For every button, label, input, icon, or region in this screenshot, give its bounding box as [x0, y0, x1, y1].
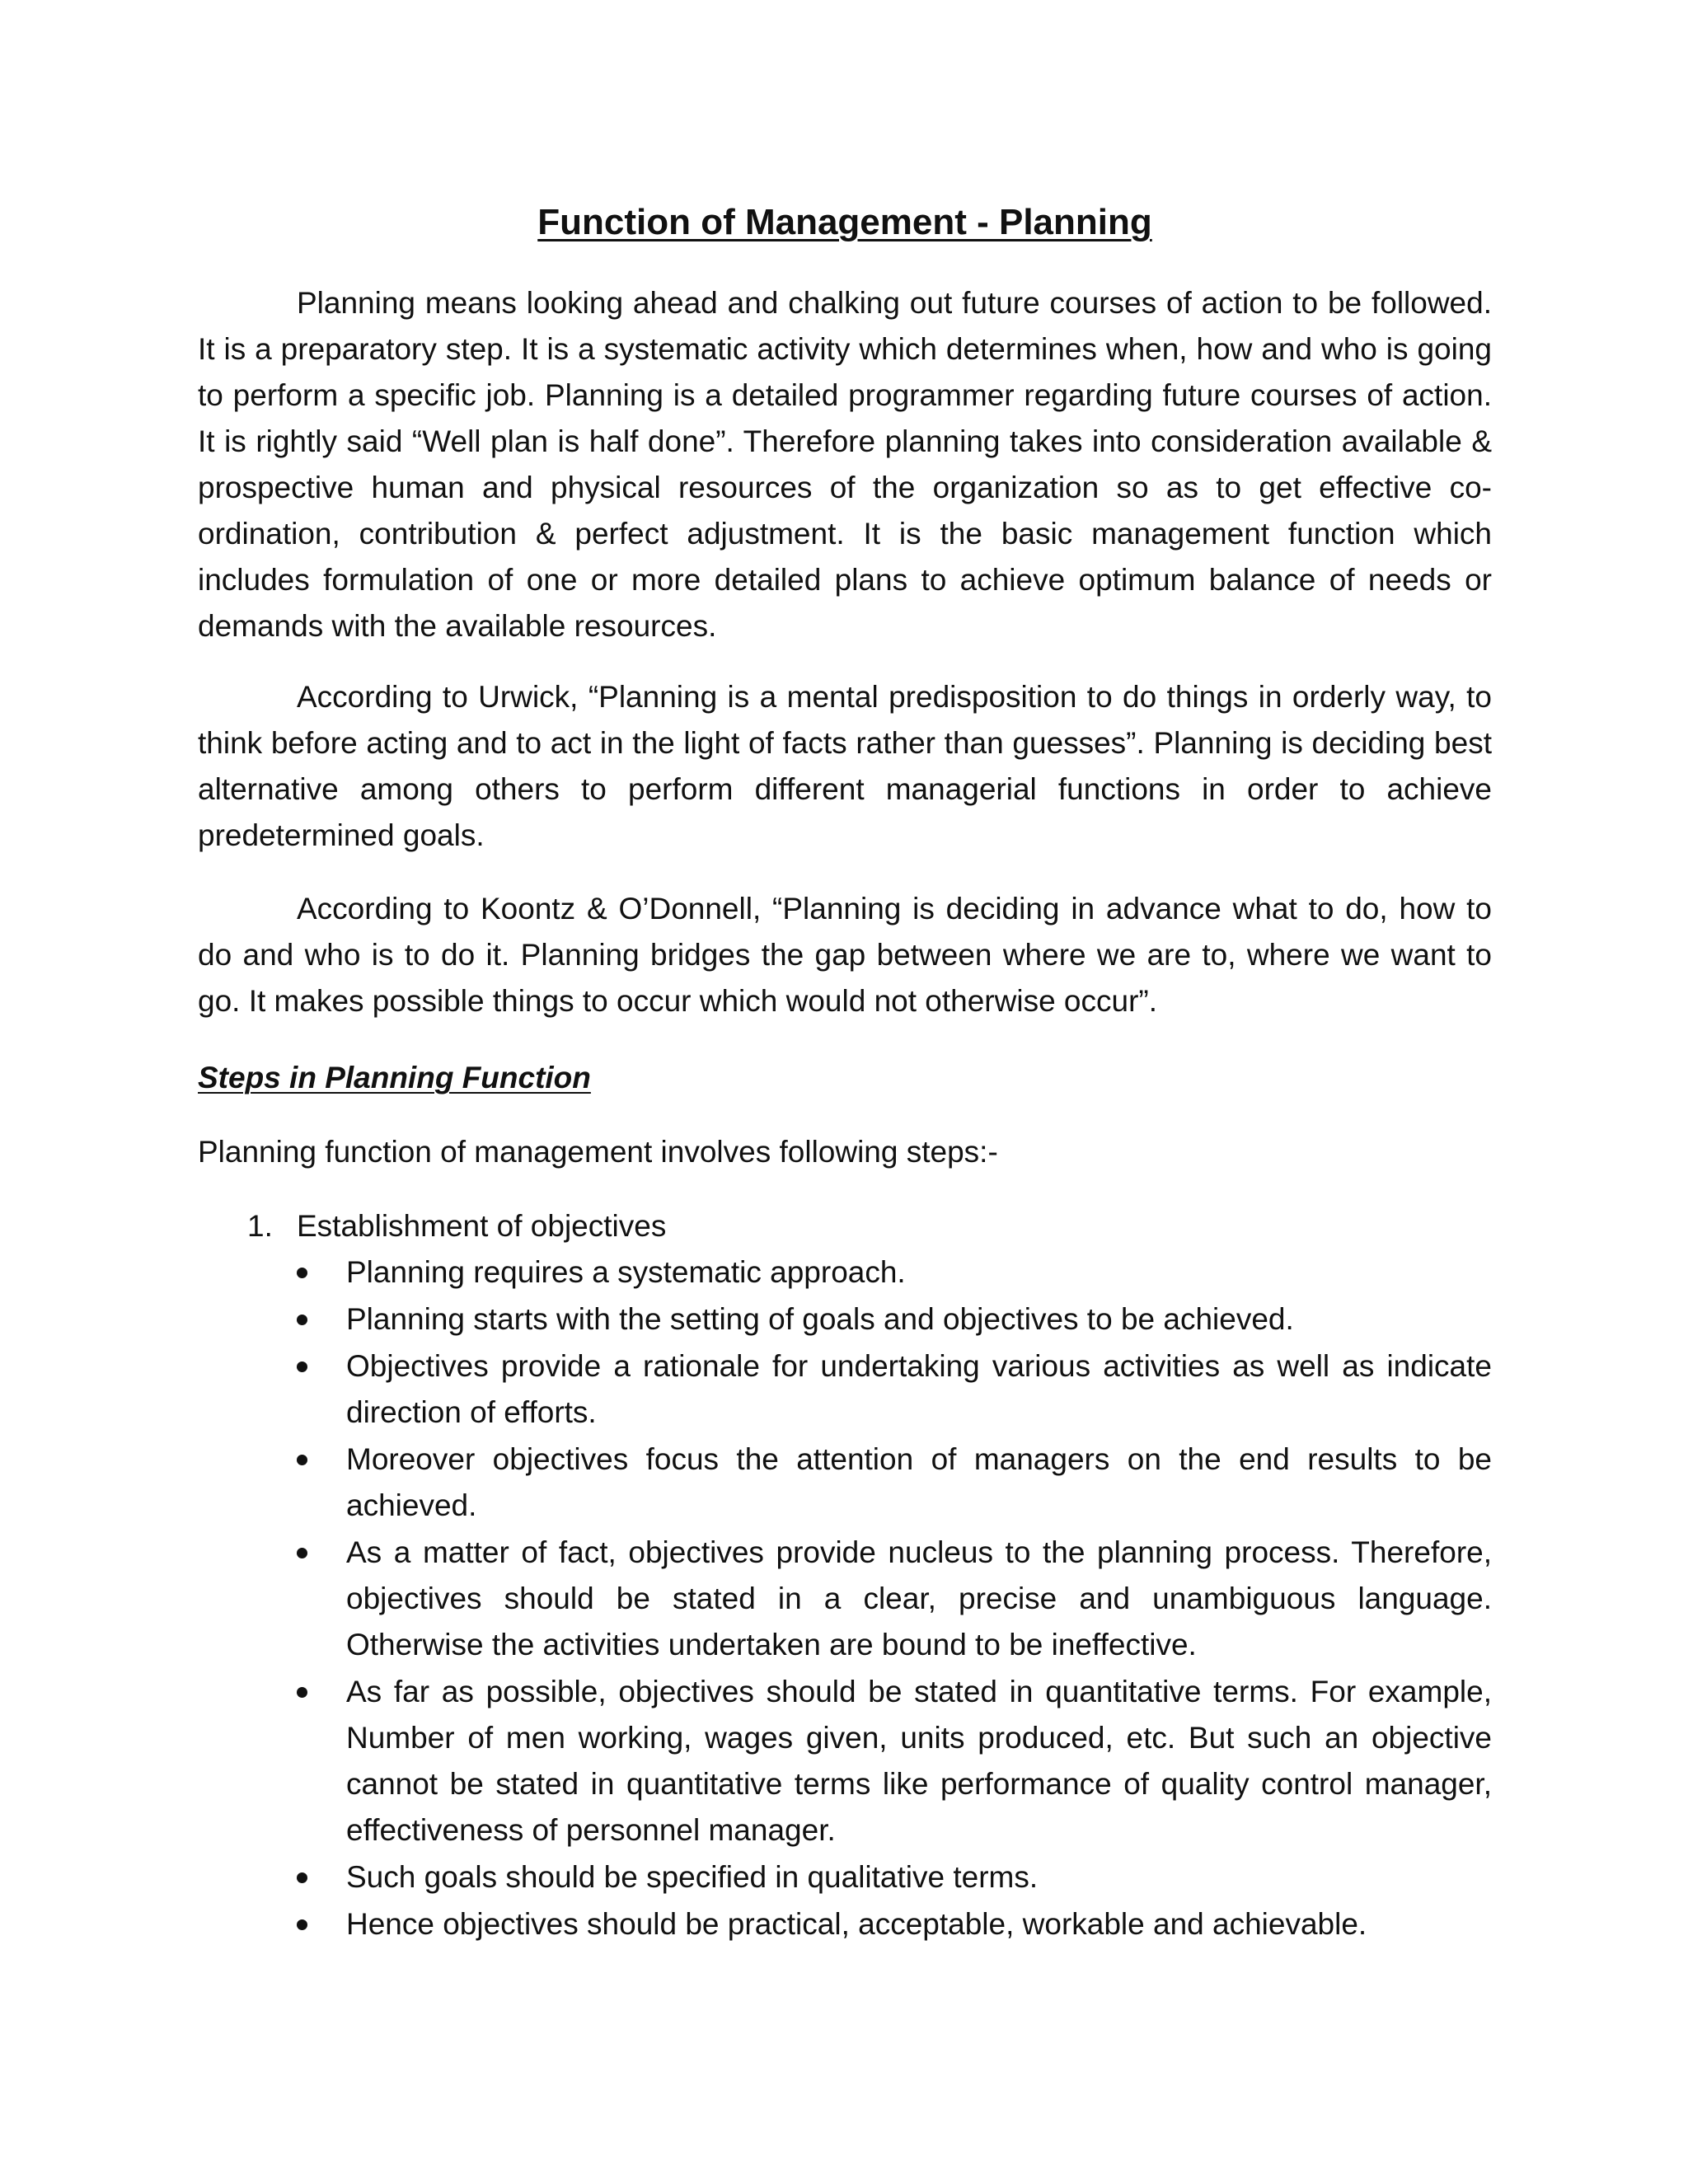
bullet-icon: [297, 1687, 307, 1698]
list-item: [346, 1436, 1492, 1529]
bullet-text: Objectives provide a rationale for undertaking various activities as well as indicate direction of efforts.: [346, 1349, 1492, 1429]
paragraph-urwick: According to Urwick, “Planning is a mental predisposition to do things in orderly way, to think before acting and to act in the light of facts rather than guesses”. Planning is deciding best alternative among others to perform different managerial functions in order to achieve predetermined goals.: [198, 680, 1492, 852]
section-heading: Steps in Planning Function: [198, 1061, 591, 1094]
list-item: [346, 1343, 1492, 1436]
list-item: [346, 1901, 1492, 1947]
bullet-text: Moreover objectives focus the attention of managers on the end results to be achieved.: [346, 1442, 1492, 1522]
paragraph-definition: Planning means looking ahead and chalking out future courses of action to be followed. It is a preparatory step. It is a systematic activity which determines when, how and who is going to perform a specific job. Planning is a detailed programmer regarding future courses of action. It is rightly said “Well plan is half done”. Therefore planning takes into consideration available & prospective human and physical resources of the organization so as to get effective co-ordination, contribution & perfect adjustment. It is the basic management function which includes formulation of one or more detailed plans to achieve optimum balance of needs or demands with the available resources.: [198, 286, 1492, 643]
bullet-text: Such goals should be specified in qualitative terms.: [346, 1860, 1039, 1894]
bullet-icon: [297, 1315, 307, 1325]
bullet-icon: [297, 1872, 307, 1883]
steps-intro: Planning function of management involves following steps:-: [198, 1135, 998, 1169]
paragraph-koontz: According to Koontz & O’Donnell, “Planning is deciding in advance what to do, how to do and who is to do it. Planning bridges the gap between where we are to, where we want to go. It makes possible things to occur which would not otherwise occur”.: [198, 892, 1492, 1018]
list-item: [346, 1669, 1492, 1854]
page-title: Function of Management - Planning: [537, 202, 1152, 242]
bullet-text: Planning starts with the setting of goals and objectives to be achieved.: [346, 1302, 1294, 1336]
step-number: 1.: [247, 1209, 273, 1243]
step-title: Establishment of objectives: [297, 1209, 667, 1243]
bullet-icon: [297, 1919, 307, 1930]
list-item: [346, 1854, 1492, 1900]
bullet-icon: [297, 1361, 307, 1372]
bullet-text: Hence objectives should be practical, acceptable, workable and achievable.: [346, 1907, 1367, 1941]
list-item: [346, 1530, 1492, 1668]
bullet-list: [346, 1249, 1492, 1948]
bullet-icon: [297, 1548, 307, 1558]
bullet-text: As far as possible, objectives should be stated in quantitative terms. For example, Number of men working, wages given, units produced, etc. But such an objective cannot be stated in quantitative terms like performance of quality control manager, effectiveness of personnel manager.: [346, 1675, 1492, 1847]
list-item: [346, 1249, 1492, 1296]
bullet-text: Planning requires a systematic approach.: [346, 1255, 906, 1289]
bullet-text: As a matter of fact, objectives provide nucleus to the planning process. Therefore, objectives should be stated in a clear, precise and unambiguous language. Otherwise the activities undertaken are bound to be ineffective.: [346, 1535, 1492, 1661]
bullet-icon: [297, 1455, 307, 1465]
bullet-icon: [297, 1268, 307, 1278]
list-item: [346, 1296, 1492, 1343]
step-item: [247, 1203, 666, 1249]
